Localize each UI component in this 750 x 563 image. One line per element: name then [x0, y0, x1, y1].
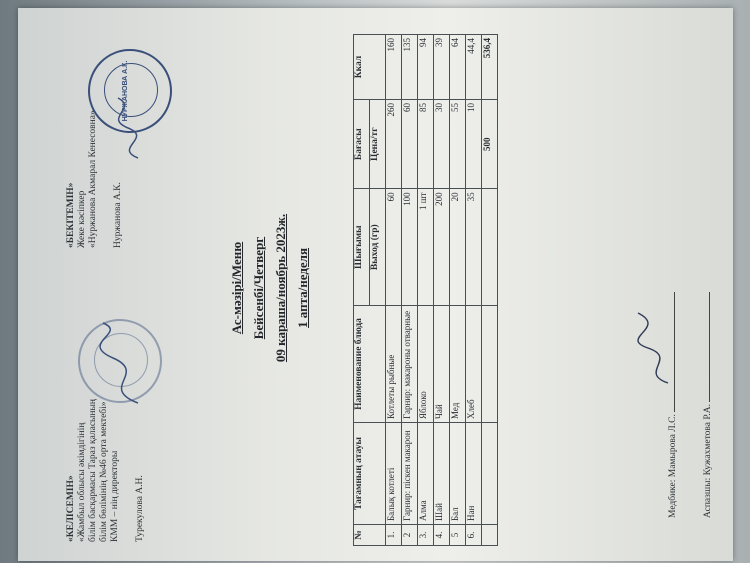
cell-num: 6. — [466, 525, 482, 546]
total-kcal: 536,4 — [482, 35, 498, 100]
header-output-ru: Выход (гр) — [370, 189, 386, 306]
cell-price: 10 — [466, 100, 482, 189]
table-row — [386, 35, 402, 546]
cell-price: 85 — [418, 100, 434, 189]
cell-ru: Яблоко — [418, 306, 434, 423]
cell-price: 60 — [402, 100, 418, 189]
cell-ru: Хлеб — [466, 306, 482, 423]
right-header-line1: Жеке кәсіпкер — [77, 190, 87, 248]
table-row — [418, 35, 434, 546]
left-approved-label: «КЕЛІСЕМІН» — [66, 475, 76, 542]
table-row — [434, 35, 450, 546]
cell-num: 4. — [434, 525, 450, 546]
cell-kcal: 135 — [402, 35, 418, 100]
header-price-kz: Бағасы — [354, 100, 370, 189]
left-header-line1: «Жамбыл облысы әкімдігінің — [77, 422, 87, 542]
cell-ru: Гарнир: макароны отварные — [402, 306, 418, 423]
menu-table — [353, 34, 498, 546]
left-signer: Турекулова А.Н. — [135, 475, 145, 542]
right-stamp-text: НУРЖАНОВА А.К. — [122, 60, 129, 122]
cell-ru: Мед — [450, 306, 466, 423]
cell-ru: Чай — [434, 306, 450, 423]
cook-name: Аспазшы: Кужахметова Р.А. — [703, 403, 713, 518]
cell-kcal: 39 — [434, 35, 450, 100]
left-header-line2: білім басқармасы Тараз қаласының — [88, 399, 98, 542]
left-signature — [88, 318, 158, 408]
title-date: 09 караша/ноябрь 2023ж. — [273, 213, 288, 363]
cell-out: 35 — [466, 189, 482, 306]
cell-kz: Бал — [450, 423, 466, 525]
header-name-ru: Наименование блюда — [354, 306, 386, 423]
header-output-kz: Шығымы — [354, 189, 370, 306]
cell-kcal: 44,4 — [466, 35, 482, 100]
cell-ru: Котлеты рыбные — [386, 306, 402, 423]
cell-num: 1. — [386, 525, 402, 546]
right-signature — [108, 93, 158, 163]
nurse-name: Медбике: Мамырова Л.С. — [668, 414, 678, 518]
cell-num: 5 — [450, 525, 466, 546]
table-row — [450, 35, 466, 546]
cell-kcal: 64 — [450, 35, 466, 100]
cell-kcal: 94 — [418, 35, 434, 100]
paper-sheet — [18, 8, 733, 561]
right-signer: Нуржанова А.К. — [113, 182, 123, 248]
menu-rows — [386, 35, 498, 546]
cell-kz: Балық котлеті — [386, 423, 402, 525]
title-menu: Ас-мәзірі/Меню — [229, 241, 244, 335]
total-row — [482, 35, 498, 546]
cell-price: 55 — [450, 100, 466, 189]
table-row — [402, 35, 418, 546]
cell-out: 1 шт — [418, 189, 434, 306]
nurse-signature — [633, 308, 683, 388]
table-row — [466, 35, 482, 546]
header-kcal: Ккал — [354, 35, 386, 100]
cell-kcal: 160 — [386, 35, 402, 100]
cell-out: 100 — [402, 189, 418, 306]
total-price: 500 — [482, 100, 498, 189]
menu-page — [48, 18, 748, 558]
left-header-line3: білім бөлімінің №46 орта мектебі» — [99, 401, 109, 542]
cell-kz: Алма — [418, 423, 434, 525]
cell-kz: Гарнир: піскен макарон — [402, 423, 418, 525]
cell-price: 260 — [386, 100, 402, 189]
header-num: № — [354, 525, 386, 546]
cell-num: 2 — [402, 525, 418, 546]
cell-out: 200 — [434, 189, 450, 306]
right-header-line2: «Нуржанова Акмарал Кенесовна» — [88, 110, 98, 248]
cell-num: 3. — [418, 525, 434, 546]
cell-kz: Шай — [434, 423, 450, 525]
cook-signature-line — [703, 292, 713, 518]
cell-kz: Нан — [466, 423, 482, 525]
title-week: 1 апта/неделя — [295, 248, 310, 328]
cell-out: 60 — [386, 189, 402, 306]
cell-price: 30 — [434, 100, 450, 189]
menu-title — [226, 18, 314, 558]
cell-out: 20 — [450, 189, 466, 306]
right-approved-label: «БЕКІТЕМІН» — [66, 182, 76, 248]
header-name-kz: Тағамның атауы — [354, 423, 386, 525]
header-price-ru: Цена/тг — [370, 100, 386, 189]
title-day: Бейсенбі/Четверг — [251, 236, 266, 340]
left-header-line4: КММ – нің директоры — [110, 450, 120, 542]
